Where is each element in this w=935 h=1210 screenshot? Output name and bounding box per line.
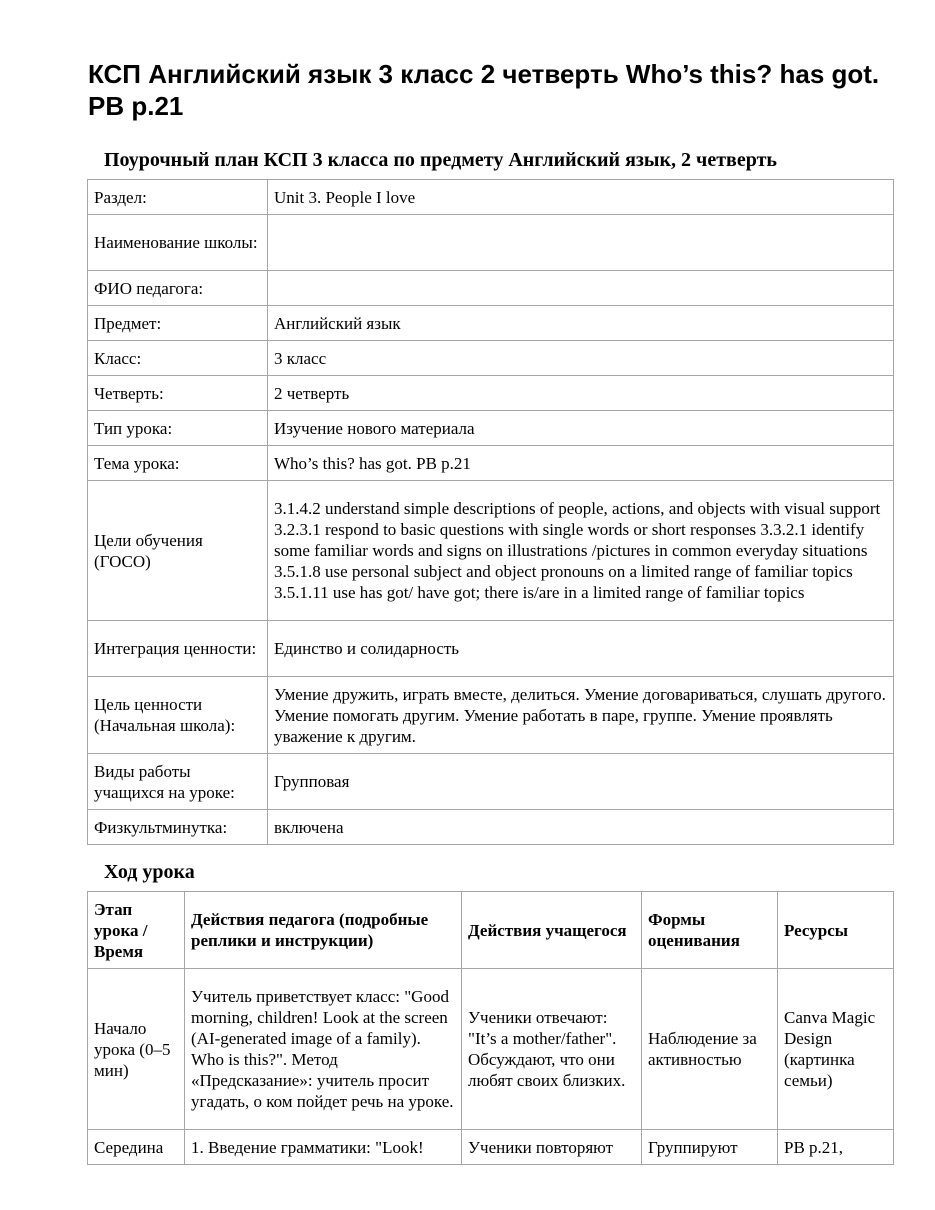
info-row-school	[88, 215, 894, 271]
info-row-value-goal	[88, 677, 894, 754]
info-value: Единство и солидарность	[268, 621, 894, 677]
stage-cell: Начало урока (0–5 мин)	[88, 969, 185, 1130]
info-row-work-types	[88, 754, 894, 810]
info-row-quarter	[88, 376, 894, 411]
resources-cell: Canva Magic Design (картинка семьи)	[778, 969, 894, 1130]
info-label: Класс:	[88, 341, 268, 376]
column-header-teacher-actions: Действия педагога (подробные реплики и инструкции)	[185, 892, 462, 969]
info-value: Групповая	[268, 754, 894, 810]
info-row-value-integration	[88, 621, 894, 677]
info-row-physical-break	[88, 810, 894, 845]
info-value: Умение дружить, играть вместе, делиться. Умение договариваться, слушать другого. Умение помогать другим. Умение работать в паре, группе. Умение проявлять уважение к другим.	[268, 677, 894, 754]
info-label: Физкультминутка:	[88, 810, 268, 845]
table-row	[88, 969, 894, 1130]
teacher-actions-cell: Учитель приветствует класс: "Good morning, children! Look at the screen (AI-generated image of a family). Who is this?". Метод «Предсказание»: учитель просит угадать, о ком пойдет речь на уроке.	[185, 969, 462, 1130]
info-value: Who’s this? has got. PB p.21	[268, 446, 894, 481]
info-row-grade	[88, 341, 894, 376]
info-label: Цель ценности (Начальная школа):	[88, 677, 268, 754]
info-row-topic	[88, 446, 894, 481]
lesson-table-header-row	[88, 892, 894, 969]
plan-heading: Поурочный план КСП 3 класса по предмету Английский язык, 2 четверть	[104, 149, 777, 171]
stage-cell: Середина	[88, 1130, 185, 1165]
info-label: Раздел:	[88, 180, 268, 215]
info-value: Английский язык	[268, 306, 894, 341]
info-value: Unit 3. People I love	[268, 180, 894, 215]
column-header-student-actions: Действия учащегося	[462, 892, 642, 969]
assessment-cell: Наблюдение за активностью	[642, 969, 778, 1130]
info-value	[268, 215, 894, 271]
info-label: Цели обучения (ГОСО)	[88, 481, 268, 621]
info-label: ФИО педагога:	[88, 271, 268, 306]
info-row-section	[88, 180, 894, 215]
info-row-teacher	[88, 271, 894, 306]
info-label: Наименование школы:	[88, 215, 268, 271]
info-value: 3 класс	[268, 341, 894, 376]
table-row	[88, 1130, 894, 1165]
resources-cell: PB p.21,	[778, 1130, 894, 1165]
lesson-flow-table	[87, 891, 894, 1165]
info-value: Изучение нового материала	[268, 411, 894, 446]
info-label: Интеграция ценности:	[88, 621, 268, 677]
info-label: Тип урока:	[88, 411, 268, 446]
document-title: КСП Английский язык 3 класс 2 четверть Who’s this? has got. PB p.21	[88, 59, 880, 121]
info-value: 3.1.4.2 understand simple descriptions of people, actions, and objects with visual support 3.2.3.1 respond to basic questions with single words or short responses 3.3.2.1 identify some familiar words and signs on illustrations /pictures in common everyday situations 3.5.1.8 use personal subject and object pronouns on a limited range of familiar topics 3.5.1.11 use has got/ have got; there is/are in a limited range of familiar topics	[268, 481, 894, 621]
info-row-subject	[88, 306, 894, 341]
column-header-stage: Этап урока / Время	[88, 892, 185, 969]
info-label: Предмет:	[88, 306, 268, 341]
student-actions-cell: Ученики повторяют	[462, 1130, 642, 1165]
student-actions-cell: Ученики отвечают: "It’s a mother/father". Обсуждают, что они любят своих близких.	[462, 969, 642, 1130]
info-value: включена	[268, 810, 894, 845]
column-header-assessment: Формы оценивания	[642, 892, 778, 969]
info-value	[268, 271, 894, 306]
lesson-info-table	[87, 179, 894, 845]
teacher-actions-cell: 1. Введение грамматики: "Look!	[185, 1130, 462, 1165]
assessment-cell: Группируют	[642, 1130, 778, 1165]
info-label: Тема урока:	[88, 446, 268, 481]
lesson-flow-heading: Ход урока	[104, 861, 195, 883]
info-label: Виды работы учащихся на уроке:	[88, 754, 268, 810]
info-row-learning-objectives	[88, 481, 894, 621]
info-label: Четверть:	[88, 376, 268, 411]
info-value: 2 четверть	[268, 376, 894, 411]
column-header-resources: Ресурсы	[778, 892, 894, 969]
info-row-lesson-type	[88, 411, 894, 446]
